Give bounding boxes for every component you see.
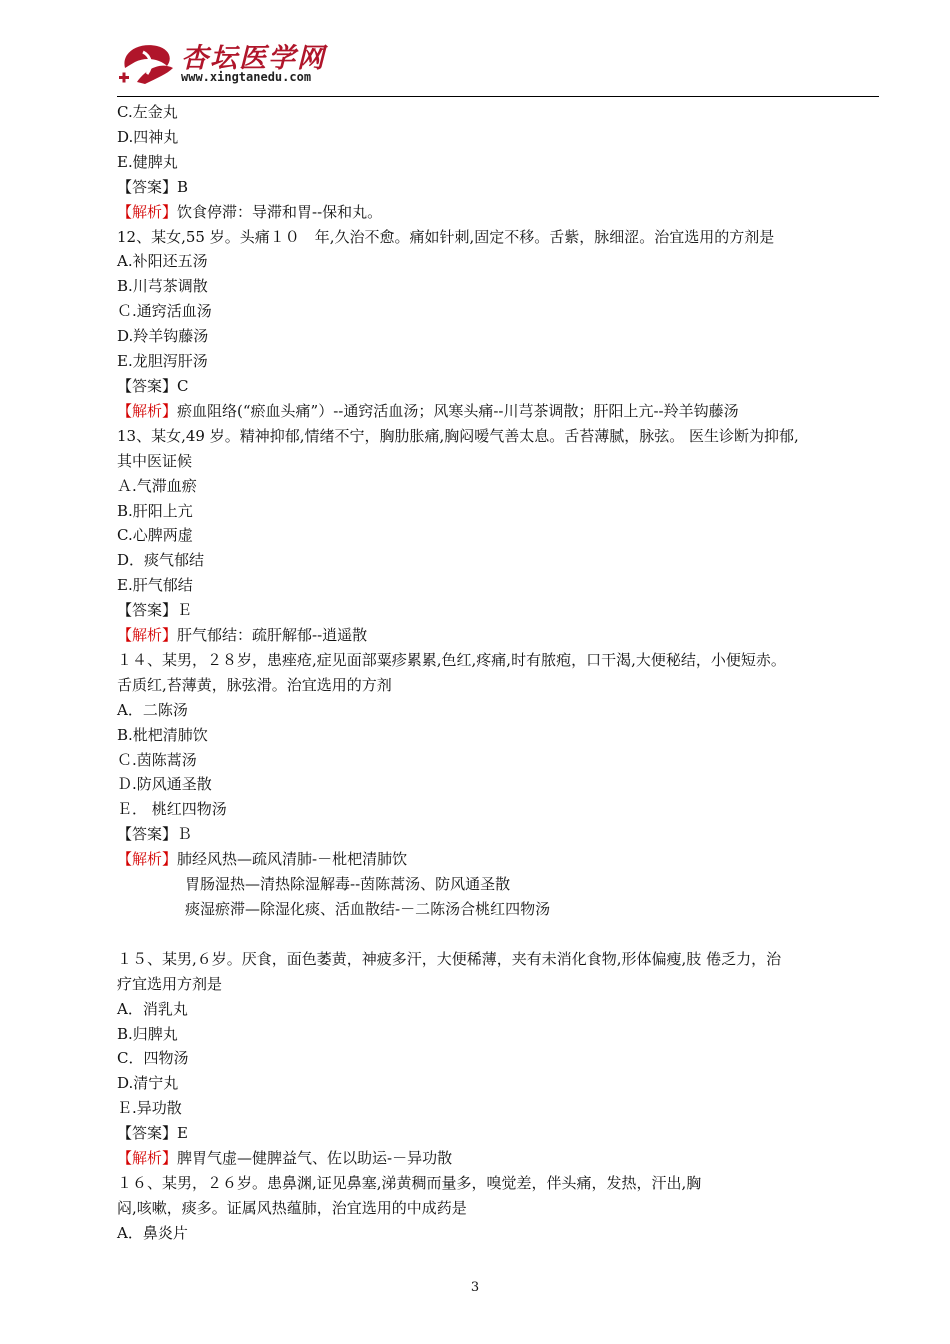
analysis-label: 【解析】 xyxy=(117,850,178,869)
page-header xyxy=(117,30,879,96)
document-body xyxy=(117,100,887,1246)
text-line: A．二陈汤 xyxy=(117,700,188,719)
analysis-line xyxy=(117,399,887,424)
text-line: D.清宁丸 xyxy=(117,1074,179,1093)
analysis-line xyxy=(117,200,887,225)
analysis-text: 肝气郁结：疏肝解郁--逍遥散 xyxy=(177,626,368,645)
text-line: B.肝阳上亢 xyxy=(117,501,193,520)
indented-text-line: 痰湿瘀滞—除湿化痰、活血散结-－二陈汤合桃红四物汤 xyxy=(185,900,551,918)
text-line: A.补阳还五汤 xyxy=(117,252,208,271)
text-line: B.川芎茶调散 xyxy=(117,277,208,296)
text-line: 13、某女,49 岁。精神抑郁,情绪不宁，胸肋胀痛,胸闷嗳气善太息。舌苔薄腻，脉弦。 医生诊断为抑郁, xyxy=(117,426,799,445)
text-line: C.左金丸 xyxy=(117,103,178,121)
text-line: 闷,咳嗽，痰多。证属风热蕴肺，治宜选用的中成药是 xyxy=(117,1198,467,1217)
text-line: Ａ.气滞血瘀 xyxy=(117,476,197,495)
text-line: E.肝气郁结 xyxy=(117,576,193,595)
header-divider xyxy=(117,96,879,97)
text-line: A．消乳丸 xyxy=(117,999,188,1018)
text-line: Ｅ． 桃红四物汤 xyxy=(117,800,227,819)
page-number: 3 xyxy=(470,1280,480,1295)
analysis-label: 【解析】 xyxy=(117,202,178,221)
text-line: 12、某女,55 岁。头痛１０ 年,久治不愈。痛如针刺,固定不移。舌紫，脉细涩。治宜选用的方剂是 xyxy=(117,227,775,246)
analysis-text: 瘀血阻络(“瘀血头痛”）--通窍活血汤；风寒头痛--川芎茶调散；肝阳上亢--羚羊钩藤汤 xyxy=(177,401,739,420)
text-line: Ｃ.通窍活血汤 xyxy=(117,302,212,321)
text-line: E.健脾丸 xyxy=(117,152,178,171)
analysis-label: 【解析】 xyxy=(117,626,178,645)
analysis-line xyxy=(117,623,887,648)
text-line: B.枇杷清肺饮 xyxy=(117,725,208,744)
analysis-label: 【解析】 xyxy=(117,1149,178,1168)
indented-text-line: 胃肠湿热—清热除湿解毒--茵陈蒿汤、防风通圣散 xyxy=(185,875,511,894)
text-line: 【答案】C xyxy=(117,376,189,395)
text-line: D.四神丸 xyxy=(117,127,179,146)
text-line: B.归脾丸 xyxy=(117,1024,178,1043)
text-line: 【答案】E xyxy=(117,1124,188,1143)
text-line: 【答案】Ｅ xyxy=(117,601,193,620)
analysis-label: 【解析】 xyxy=(117,401,178,420)
analysis-line xyxy=(117,1146,887,1171)
text-line: １５、某男,６岁。厌食，面色萎黄，神疲多汗，大便稀薄，夹有未消化食物,形体偏瘦,肢 倦乏力，治 xyxy=(117,949,782,968)
logo-icon xyxy=(117,38,177,90)
text-line: A．鼻炎片 xyxy=(117,1223,188,1242)
text-line: D.羚羊钩藤汤 xyxy=(117,327,209,346)
site-name: 杏坛医学网 xyxy=(181,43,326,74)
analysis-line xyxy=(117,847,887,872)
text-line: Ｄ.防风通圣散 xyxy=(117,775,212,794)
text-line: １４、某男，２８岁，患痤疮,症见面部粟疹累累,色红,疼痛,时有脓疱，口干渴,大便秘结，小便短赤。 xyxy=(117,650,786,669)
text-line: E.龙胆泻肝汤 xyxy=(117,352,208,371)
site-url: www.xingtanedu.com xyxy=(181,70,312,84)
blank-line xyxy=(117,922,887,947)
analysis-text: 饮食停滞：导滞和胃--保和丸。 xyxy=(177,202,383,221)
text-line: 其中医证候 xyxy=(117,451,193,470)
text-line: 【答案】Ｂ xyxy=(117,825,193,844)
text-line: １６、某男，２６岁。患鼻渊,证见鼻塞,涕黄稠而量多，嗅觉差，伴头痛，发热，汗出,胸 xyxy=(117,1173,702,1192)
analysis-text: 脾胃气虚—健脾益气、佐以助运-－异功散 xyxy=(177,1149,453,1168)
text-line: 【答案】B xyxy=(117,177,189,196)
text-line: 舌质红,苔薄黄，脉弦滑。治宜选用的方剂 xyxy=(117,675,392,694)
text-line: Ｅ.异功散 xyxy=(117,1099,182,1118)
text-line: C．四物汤 xyxy=(117,1049,189,1068)
text-line: Ｃ.茵陈蒿汤 xyxy=(117,750,197,769)
text-line: C.心脾两虚 xyxy=(117,526,193,545)
text-line: D．痰气郁结 xyxy=(117,551,205,570)
analysis-text: 肺经风热—疏风清肺-－枇杷清肺饮 xyxy=(177,850,408,869)
text-line: 疗宜选用方剂是 xyxy=(117,974,223,993)
